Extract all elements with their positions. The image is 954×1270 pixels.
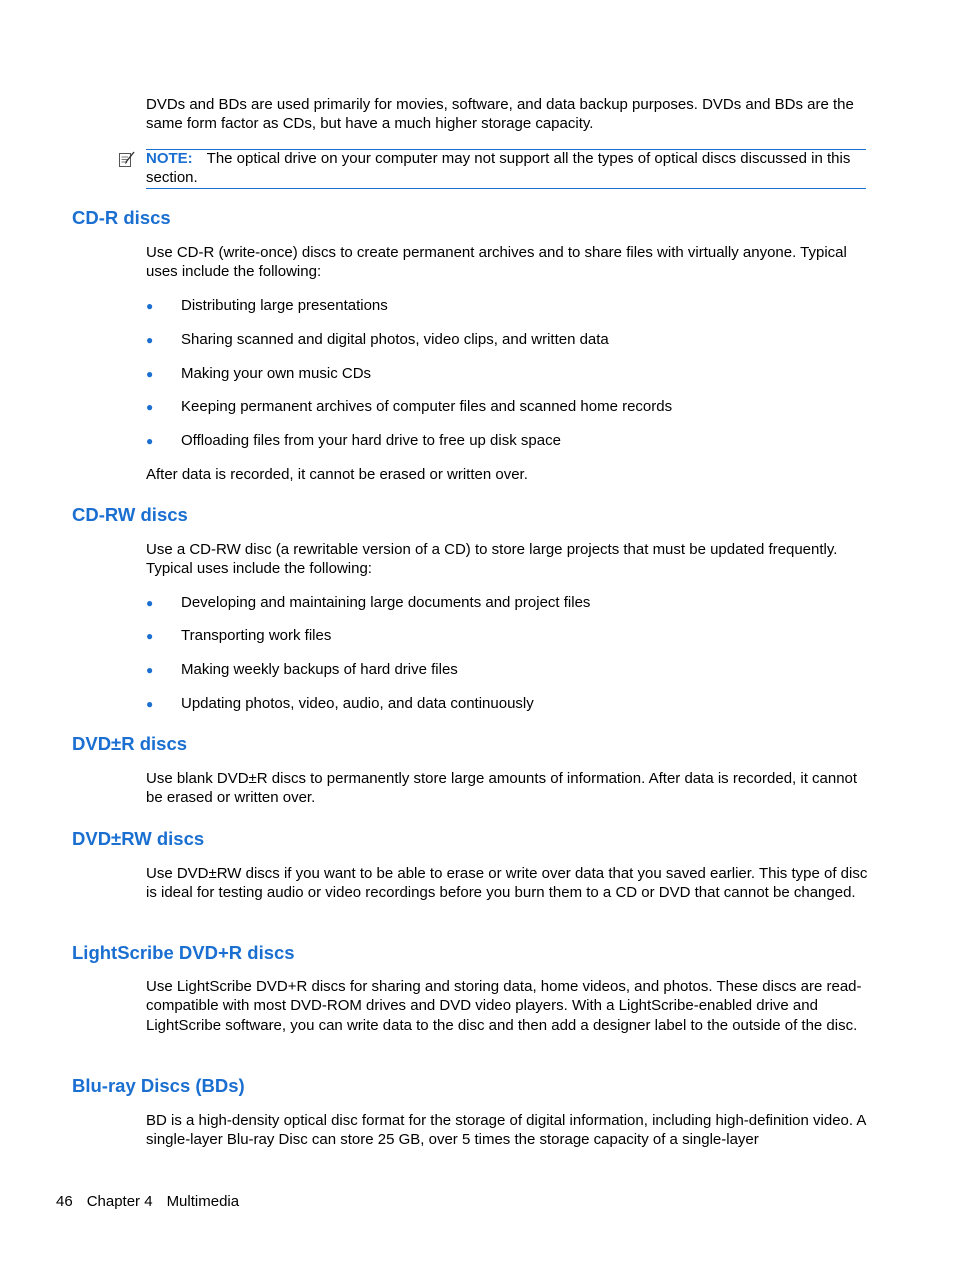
cd-rw-intro: Use a CD-RW disc (a rewritable version of a CD) to store large projects that must be updated frequently. Typical uses include the following: — [146, 541, 838, 578]
page-footer — [56, 1192, 253, 1211]
list-item: ● Developing and maintaining large documents and project files — [146, 594, 591, 611]
dvd-r-text: Use blank DVD±R discs to permanently store large amounts of information. After data is recorded, it cannot be erased or written over. — [146, 770, 858, 807]
bullet-icon: ● — [146, 299, 154, 313]
heading-lightscribe: LightScribe DVD+R discs — [72, 942, 295, 963]
blu-ray-text: BD is a high-density optical disc format for the storage of digital information, including high-definition video. A single-layer Blu-ray Disc can store 25 GB, over 5 times the storage capacity of a single-layer — [146, 1112, 866, 1149]
list-item: ● Keeping permanent archives of computer files and scanned home records — [146, 398, 673, 415]
bullet-icon: ● — [146, 400, 154, 414]
cd-r-intro: Use CD-R (write-once) discs to create permanent archives and to share files with virtually anyone. Typical uses include the following: — [146, 244, 847, 281]
bullet-icon: ● — [146, 596, 154, 610]
note-icon — [118, 150, 136, 168]
list-item: ● Transporting work files — [146, 627, 332, 644]
list-item: ● Making weekly backups of hard drive files — [146, 661, 458, 678]
note-box — [146, 149, 866, 189]
intro-paragraph: DVDs and BDs are used primarily for movies, software, and data backup purposes. DVDs and BDs are the same form factor as CDs, but have a much higher storage capacity. — [146, 96, 854, 133]
list-item: ● Offloading files from your hard drive to free up disk space — [146, 432, 561, 449]
note-text-block — [146, 149, 866, 188]
heading-cd-rw: CD-RW discs — [72, 504, 188, 525]
cd-r-outro: After data is recorded, it cannot be erased or written over. — [146, 466, 528, 483]
heading-dvd-r: DVD±R discs — [72, 733, 188, 754]
list-item: ● Making your own music CDs — [146, 365, 372, 382]
heading-blu-ray: Blu-ray Discs (BDs) — [72, 1075, 245, 1096]
bullet-icon: ● — [146, 663, 154, 677]
dvd-rw-text: Use DVD±RW discs if you want to be able to erase or write over data that you saved earlier. This type of disc is ideal for testing audio or video recordings before you burn them to a CD or DVD that cannot be changed. — [146, 865, 868, 902]
bullet-icon: ● — [146, 697, 154, 711]
page-number: 46 — [56, 1193, 73, 1210]
list-item: ● Sharing scanned and digital photos, video clips, and written data — [146, 331, 609, 348]
list-item: ● Distributing large presentations — [146, 297, 388, 314]
note-label: NOTE: — [146, 150, 193, 167]
footer-chapter-title: Multimedia — [166, 1193, 240, 1210]
bullet-icon: ● — [146, 434, 154, 448]
bullet-icon: ● — [146, 367, 154, 381]
footer-chapter: Chapter 4 — [86, 1193, 153, 1210]
heading-cd-r: CD-R discs — [72, 207, 171, 228]
lightscribe-text: Use LightScribe DVD+R discs for sharing and storing data, home videos, and photos. These discs are read-compatible with most DVD-ROM drives and DVD video players. With a LightScribe-enabled drive and LightScribe software, you can write data to the disc and then add a designer label to the outside of the disc. — [146, 978, 862, 1034]
bullet-icon: ● — [146, 629, 154, 643]
heading-dvd-rw: DVD±RW discs — [72, 828, 205, 849]
bullet-icon: ● — [146, 333, 154, 347]
list-item: ● Updating photos, video, audio, and data continuously — [146, 695, 534, 712]
note-text: The optical drive on your computer may not support all the types of optical discs discussed in this section. — [146, 150, 851, 187]
